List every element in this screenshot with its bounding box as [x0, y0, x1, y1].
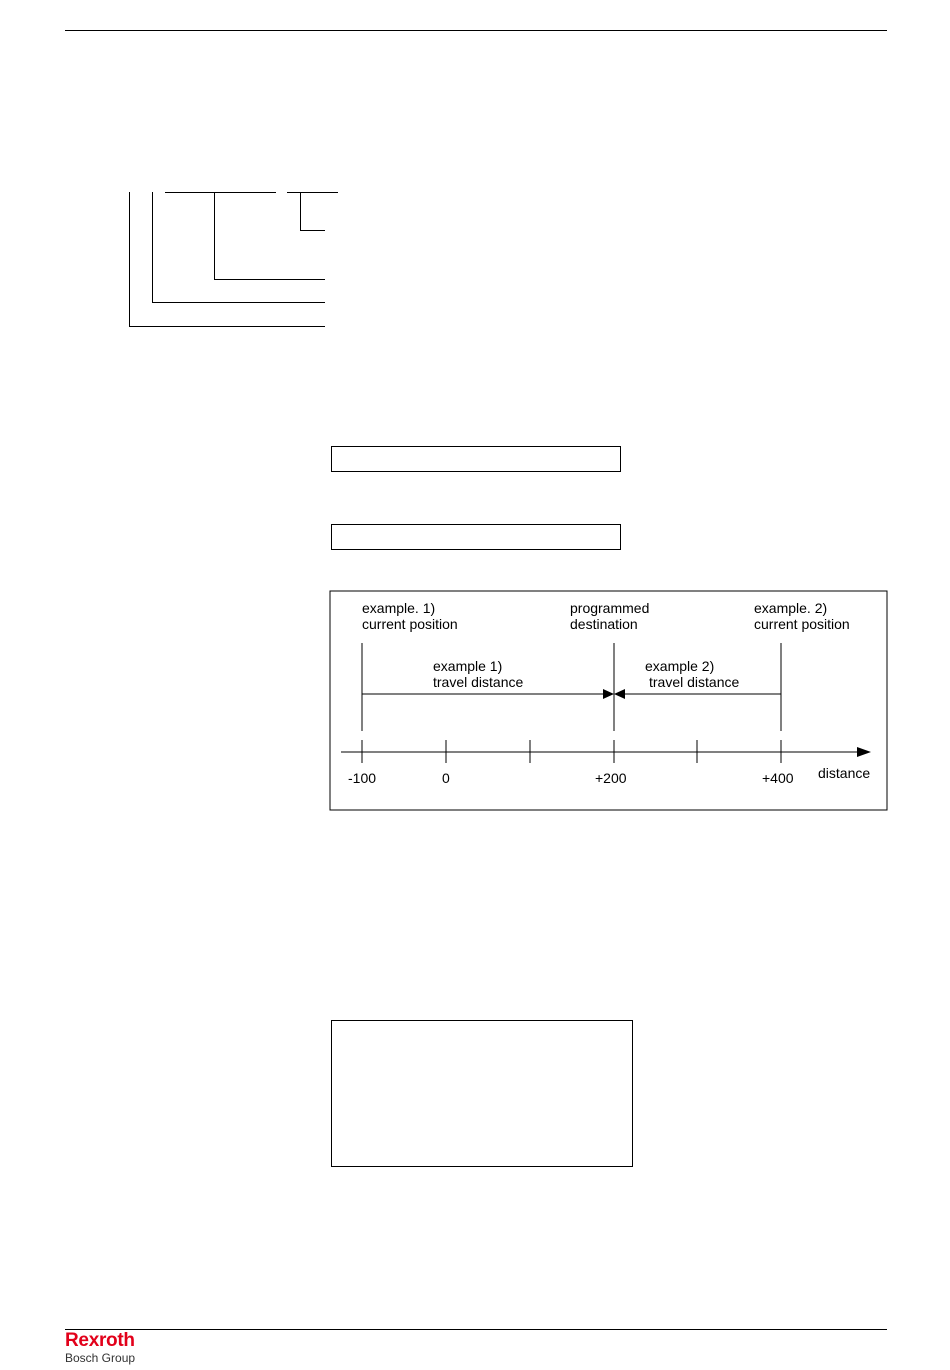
- brand-subtitle: Bosch Group: [65, 1351, 136, 1365]
- axis-arrowhead: [857, 747, 871, 757]
- label-travel-2a: example 2): [645, 658, 715, 674]
- label-current-position-1a: example. 1): [362, 600, 436, 616]
- tick-label: +200: [595, 770, 627, 786]
- label-travel-1a: example 1): [433, 658, 503, 674]
- label-travel-1b: travel distance: [433, 674, 524, 690]
- label-travel-2b: travel distance: [649, 674, 740, 690]
- footer-rule: [65, 1329, 887, 1330]
- label-current-position-2a: example. 2): [754, 600, 828, 616]
- label-destination-b: destination: [570, 616, 638, 632]
- label-destination-a: programmed: [570, 600, 650, 616]
- tick-label: 0: [442, 770, 450, 786]
- tick-label: +400: [762, 770, 794, 786]
- empty-box-3: [331, 1020, 633, 1167]
- arrowhead-1: [603, 689, 614, 699]
- tick-label: -100: [348, 770, 377, 786]
- rexroth-logo: [65, 1331, 135, 1364]
- arrowhead-2: [614, 689, 625, 699]
- label-current-position-2b: current position: [754, 616, 850, 632]
- brand-name: Rexroth: [65, 1330, 135, 1351]
- axis-label: distance: [818, 765, 871, 781]
- label-current-position-1b: current position: [362, 616, 458, 632]
